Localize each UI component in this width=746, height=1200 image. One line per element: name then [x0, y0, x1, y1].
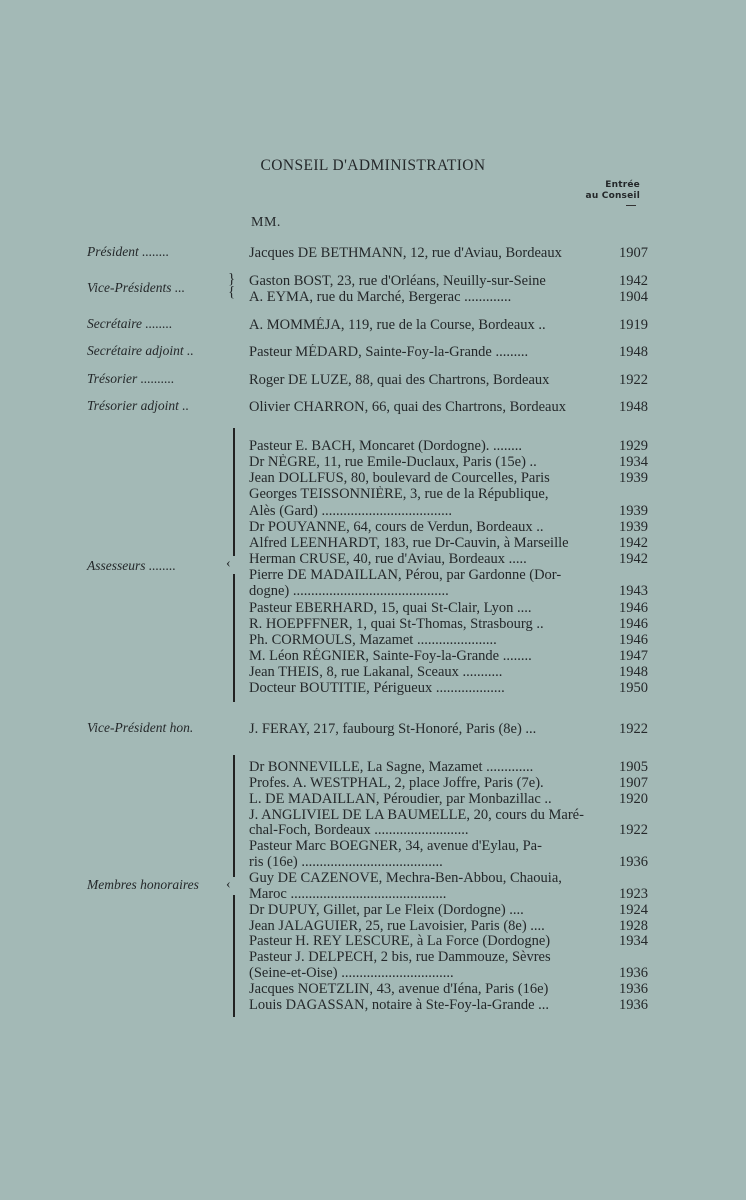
list-item-year: 1950	[619, 680, 648, 697]
list-item-text: Jacques NOETZLIN, 43, avenue d'Iéna, Paris (16e)	[249, 980, 549, 997]
entry-text: Pasteur MÉDARD, Sainte-Foy-la-Grande .........	[249, 344, 529, 360]
entry-year: 1919	[619, 317, 648, 333]
entry-text: J. FERAY, 217, faubourg St-Honoré, Paris (8e) ...	[249, 721, 537, 737]
brace-point-icon: ‹	[226, 877, 231, 892]
list-item-year: 1920	[619, 790, 648, 807]
list-item-year: 1936	[619, 996, 648, 1013]
list-item-year: 1934	[619, 454, 648, 471]
list-item-text: Pierre DE MADAILLAN, Pérou, par Gardonne (Dor-	[249, 567, 562, 584]
entry-year: 1948	[619, 344, 648, 360]
list-item-year: 1942	[619, 534, 648, 551]
role-tresorier-adjoint: Trésorier adjoint ..	[87, 398, 190, 413]
list-item-year: 1936	[619, 854, 648, 871]
list-item-text: Pasteur EBERHARD, 15, quai St-Clair, Lyon ....	[249, 599, 532, 616]
list-item-year: 1936	[619, 980, 648, 997]
entry-text: A. EYMA, rue du Marché, Bergerac .............	[249, 289, 512, 305]
list-item-text: Pasteur E. BACH, Moncaret (Dordogne). ........	[249, 438, 523, 454]
list-item-text: Profes. A. WESTPHAL, 2, place Joffre, Paris (7e).	[249, 774, 544, 791]
list-item-text: Alfred LEENHARDT, 183, rue Dr-Cauvin, à Marseille	[249, 534, 569, 551]
entry-text: Gaston BOST, 23, rue d'Orléans, Neuilly-sur-Seine	[249, 273, 546, 289]
entry-year: 1922	[619, 372, 648, 388]
list-item-year: 1946	[619, 631, 648, 648]
list-item-text: Jean THEIS, 8, rue Lakanal, Sceaux ...........	[249, 664, 503, 681]
entry-year: 1907	[619, 245, 648, 261]
list-item-text: Jean DOLLFUS, 80, boulevard de Courcelles, Paris	[249, 470, 550, 487]
role-assesseurs: Assesseurs ........	[87, 558, 176, 573]
list-item-year: 1923	[619, 885, 648, 902]
role-membres-honoraires: Membres honoraires	[87, 877, 199, 892]
list-item-text: Docteur BOUTITIE, Périgueux ...................	[249, 680, 505, 697]
list-item-text: dogne) ...........................................	[249, 583, 449, 600]
list-item-text: (Seine-et-Oise) ...............................	[249, 965, 454, 982]
entry-text: Jacques DE BETHMANN, 12, rue d'Aviau, Bordeaux	[249, 245, 562, 261]
list-item-text: Dr DUPUY, Gillet, par Le Fleix (Dordogne) ....	[249, 901, 524, 918]
entry-year: 1922	[619, 721, 648, 737]
list-item-text: ris (16e) .......................................	[249, 854, 443, 871]
entree-line-1: Entrée	[605, 180, 640, 190]
role-secretaire-adjoint: Secrétaire adjoint ..	[87, 343, 194, 358]
list-item-year: 1943	[619, 583, 648, 600]
entry-year: 1904	[619, 289, 648, 305]
list-item-text: Dr NÈGRE, 11, rue Emile-Duclaux, Paris (15e) ..	[249, 454, 537, 471]
entry-text: Olivier CHARRON, 66, quai des Chartrons, Bordeaux	[249, 399, 566, 415]
brace-bar-top	[233, 428, 235, 556]
list-item-year: 1948	[619, 664, 648, 681]
list-item-text: Alès (Gard) ....................................	[249, 502, 452, 519]
entry-year: 1948	[619, 399, 648, 415]
role-secretaire: Secrétaire ........	[87, 316, 173, 331]
entree-line-2: au Conseil	[585, 191, 640, 201]
list-item-year: 1924	[619, 901, 648, 918]
role-tresorier: Trésorier ..........	[87, 371, 175, 386]
brace-icon: } {	[228, 271, 236, 300]
list-item-text: R. HOEPFFNER, 1, quai St-Thomas, Strasbourg ..	[249, 615, 544, 632]
role-vice-president-hon: Vice-Président hon.	[87, 720, 194, 735]
list-item-year: 1947	[619, 647, 648, 664]
list-item-text: Louis DAGASSAN, notaire à Ste-Foy-la-Grande ...	[249, 996, 550, 1013]
mm-label: MM.	[251, 215, 281, 230]
list-item-year: 1907	[619, 774, 648, 791]
list-item-year: 1922	[619, 822, 648, 839]
list-item-text: Georges TEISSONNIÈRE, 3, rue de la République,	[249, 486, 549, 503]
list-item-year: 1936	[619, 965, 648, 982]
brace-point-icon: ‹	[226, 556, 231, 571]
list-item-text: Dr POUYANNE, 64, cours de Verdun, Bordeaux ..	[249, 518, 544, 535]
list-item-text: Guy DE CAZENOVE, Mechra-Ben-Abbou, Chaouia,	[249, 869, 562, 886]
list-item-year: 1934	[619, 933, 648, 950]
list-item-year: 1928	[619, 917, 648, 934]
list-item-text: M. Léon RÉGNIER, Sainte-Foy-la-Grande ........	[249, 647, 532, 664]
list-item-text: L. DE MADAILLAN, Péroudier, par Monbazillac ..	[249, 790, 552, 807]
role-vice-presidents: Vice-Présidents ...	[87, 280, 185, 295]
list-item-year: 1905	[619, 759, 648, 775]
list-item-year: 1939	[619, 502, 648, 519]
list-item-text: Herman CRUSE, 40, rue d'Aviau, Bordeaux .....	[249, 551, 527, 568]
list-item-text: Dr BONNEVILLE, La Sagne, Mazamet .............	[249, 759, 534, 775]
entree-rule	[626, 205, 636, 206]
list-item-year: 1939	[619, 518, 648, 535]
entry-text: A. MOMMÉJA, 119, rue de la Course, Bordeaux ..	[249, 317, 546, 333]
list-item-text: Ph. CORMOULS, Mazamet ......................	[249, 631, 497, 648]
list-item-text: Pasteur J. DELPECH, 2 bis, rue Dammouze, Sèvres	[249, 949, 551, 966]
list-item-text: J. ANGLIVIEL DE LA BAUMELLE, 20, cours du Maré-	[249, 806, 584, 823]
brace-bar-bottom	[233, 574, 235, 702]
list-item-year: 1942	[619, 551, 648, 568]
list-item-text: Pasteur H. REY LESCURE, à La Force (Dordogne)	[249, 933, 551, 950]
entry-text: Roger DE LUZE, 88, quai des Chartrons, Bordeaux	[249, 372, 550, 388]
entry-year: 1942	[619, 273, 648, 289]
list-item-text: chal-Foch, Bordeaux ..........................	[249, 822, 469, 839]
list-item-text: Pasteur Marc BOEGNER, 34, avenue d'Eylau, Pa-	[249, 838, 542, 855]
list-item-text: Maroc ...........................................	[249, 885, 447, 902]
page-title: CONSEIL D'ADMINISTRATION	[260, 157, 486, 174]
role-president: Président ........	[87, 244, 170, 259]
brace-bar-top	[233, 755, 235, 877]
brace-bar-bottom	[233, 895, 235, 1017]
list-item-year: 1946	[619, 615, 648, 632]
list-item-text: Jean JALAGUIER, 25, rue Lavoisier, Paris (8e) ....	[249, 917, 545, 934]
list-item-year: 1946	[619, 599, 648, 616]
list-item-year: 1939	[619, 470, 648, 487]
entree-au-conseil-header	[570, 180, 640, 206]
list-item-year: 1929	[619, 438, 648, 454]
